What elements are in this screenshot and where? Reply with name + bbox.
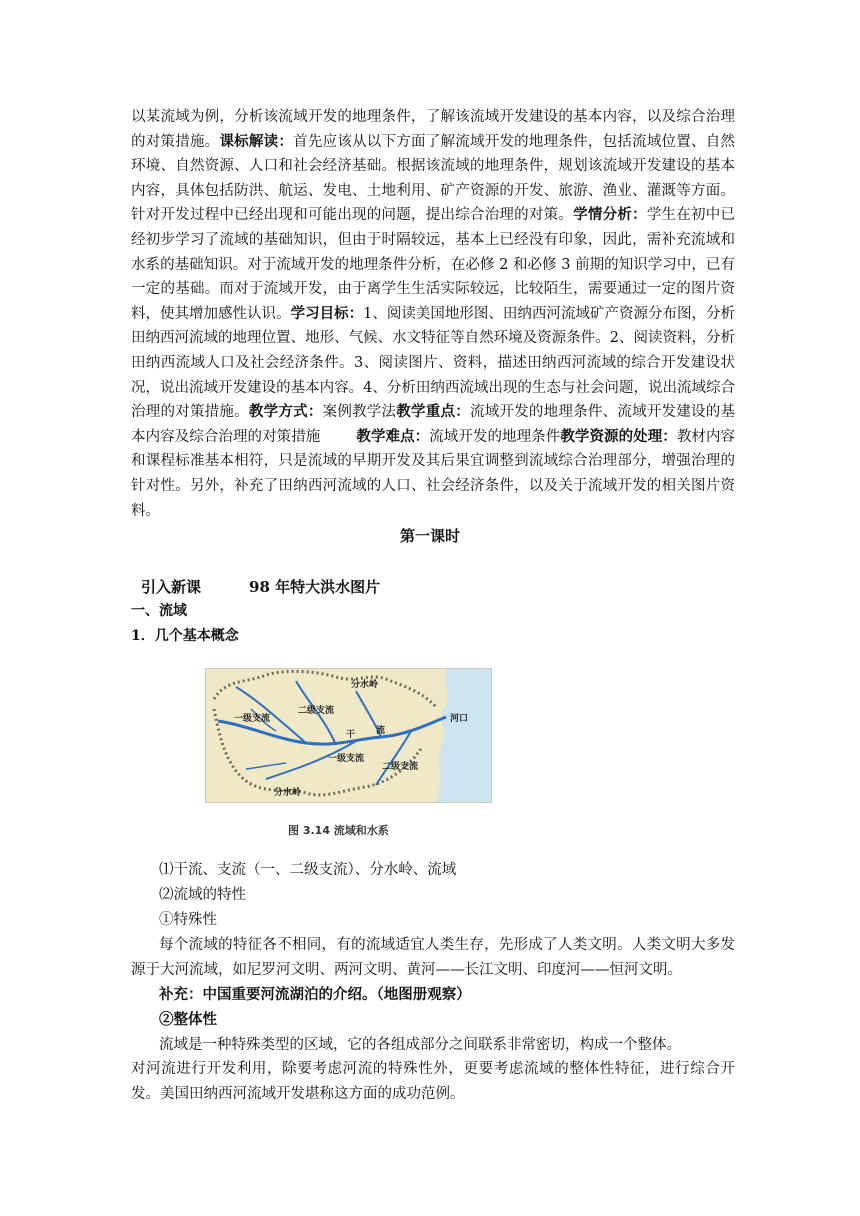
label-curriculum: 课标解读：	[219, 132, 294, 150]
label-difficulty: 教学难点：	[356, 427, 430, 445]
lead-text: 以某流域为例，分析该流域开发的地理条件，了解该流域开发建设的基本内容，以及综合治理的对策措施。	[131, 109, 735, 150]
label-main-2: 流	[376, 726, 386, 736]
text-curriculum: 首先应该从以下方面了解流域开发的地理条件，包括流域位置、自然环境、自然资源、人口和社会经济基础。根据该流域的地理条件，规划该流域开发建设的基本内容，具体包括防洪、航运、发电、土地利用、矿产资源的开发、旅游、渔业、灌溉等方面。针对开发过程中已经出现和可能出现的问题，提出综合治理的对策。	[131, 133, 736, 224]
label-primary-tributary-2: 一级支流	[328, 754, 365, 764]
text-student: 学生在初中已经初步学习了流域的基础知识，但由于时隔较远，基本上已经没有印象，因此，需补充流域和水系的基础知识。对于流域开发的地理条件分析，在必修 2 和必修 3 前期的知识学习中，已有一定的基础。而对于流域开发，由于离学生生活实际较远，比较陌生，需要通过一定的图片资料，使其增加感性认识。	[131, 207, 735, 322]
label-secondary-tributary-2: 二级支流	[382, 762, 419, 772]
text-goals: 1、阅读美国地形图、田纳西河流域矿产资源分布图，分析田纳西河流域的地理位置、地形、气候、水文特征等自然环境及资源条件。2、阅读资料，分析田纳西流域人口及社会经济条件。3、阅读图片、资料，描述田纳西河流域的综合开发建设状况，说出流域开发建设的基本内容。4、分析田纳西流域出现的生态与社会问题，说出流域综合治理的对策措施。	[131, 305, 736, 421]
intro-topic: 98 年特大洪水图片	[249, 578, 381, 596]
basin-map-figure	[205, 668, 492, 803]
paragraph-integrity-1: 流域是一种特殊类型的区域，它的各组成部分之间联系非常密切，构成一个整体。	[159, 1037, 681, 1053]
label-key: 教学重点：	[396, 403, 470, 421]
intro-paragraph	[131, 105, 735, 523]
item-concepts: ⑴干流、支流（一、二级支流）、分水岭、流域	[159, 862, 457, 878]
basin-map-svg	[206, 669, 491, 802]
label-secondary-tributary: 二级支流	[298, 706, 335, 716]
label-goals: 学习目标：	[290, 304, 364, 322]
label-watershed-top: 分水岭	[351, 680, 379, 690]
label-main-1: 干	[346, 730, 356, 740]
figure-caption: 图 3.14 流域和水系	[288, 824, 389, 837]
item-particularity: ①特殊性	[159, 912, 217, 928]
item-integrity: ②整体性	[159, 1011, 217, 1028]
section-heading-1-1: 1．几个基本概念	[131, 628, 239, 644]
label-method: 教学方式：	[248, 403, 323, 421]
label-river-mouth: 河口	[450, 714, 469, 724]
lesson-title: 第一课时	[399, 527, 460, 545]
section-heading-1: 一、流域	[131, 603, 187, 619]
intro-new-lesson	[141, 576, 428, 597]
paragraph-integrity-2: 对河流进行开发利用，除要考虑河流的特殊性外，更要考虑流域的整体性特征，进行综合开发。美国田纳西河流域开发堪称这方面的成功范例。	[131, 1061, 735, 1102]
label-student: 学情分析：	[573, 206, 647, 224]
supplement-note: 补充：中国重要河流湖泊的介绍。（地图册观察）	[159, 986, 471, 1003]
paragraph-particularity: 每个流域的特征各不相同，有的流域适宜人类生存，先形成了人类文明。人类文明大多发源于大河流域，如尼罗河文明、两河文明、黄河——长江文明、印度河——恒河文明。	[131, 937, 735, 978]
intro-label: 引入新课	[141, 578, 202, 596]
item-characteristics: ⑵流域的特性	[159, 887, 246, 903]
label-resources: 教学资源的处理：	[560, 427, 677, 445]
land-area	[206, 669, 447, 802]
text-difficulty: 流域开发的地理条件	[429, 428, 561, 445]
text-method: 案例教学法	[322, 404, 397, 421]
label-primary-tributary: 一级支流	[234, 714, 271, 724]
text-resources: 教材内容和课程标准基本相符，只是流域的早期开发及其后果宜调整到流域综合治理部分，增强治理的针对性。另外，补充了田纳西河流域的人口、社会经济条件，以及关于流域开发的相关图片资料。	[131, 428, 736, 519]
text-key: 流域开发的地理条件、流域开发建设的基本内容及综合治理的对策措施	[131, 404, 736, 445]
label-watershed-bottom: 分水岭	[274, 788, 302, 798]
